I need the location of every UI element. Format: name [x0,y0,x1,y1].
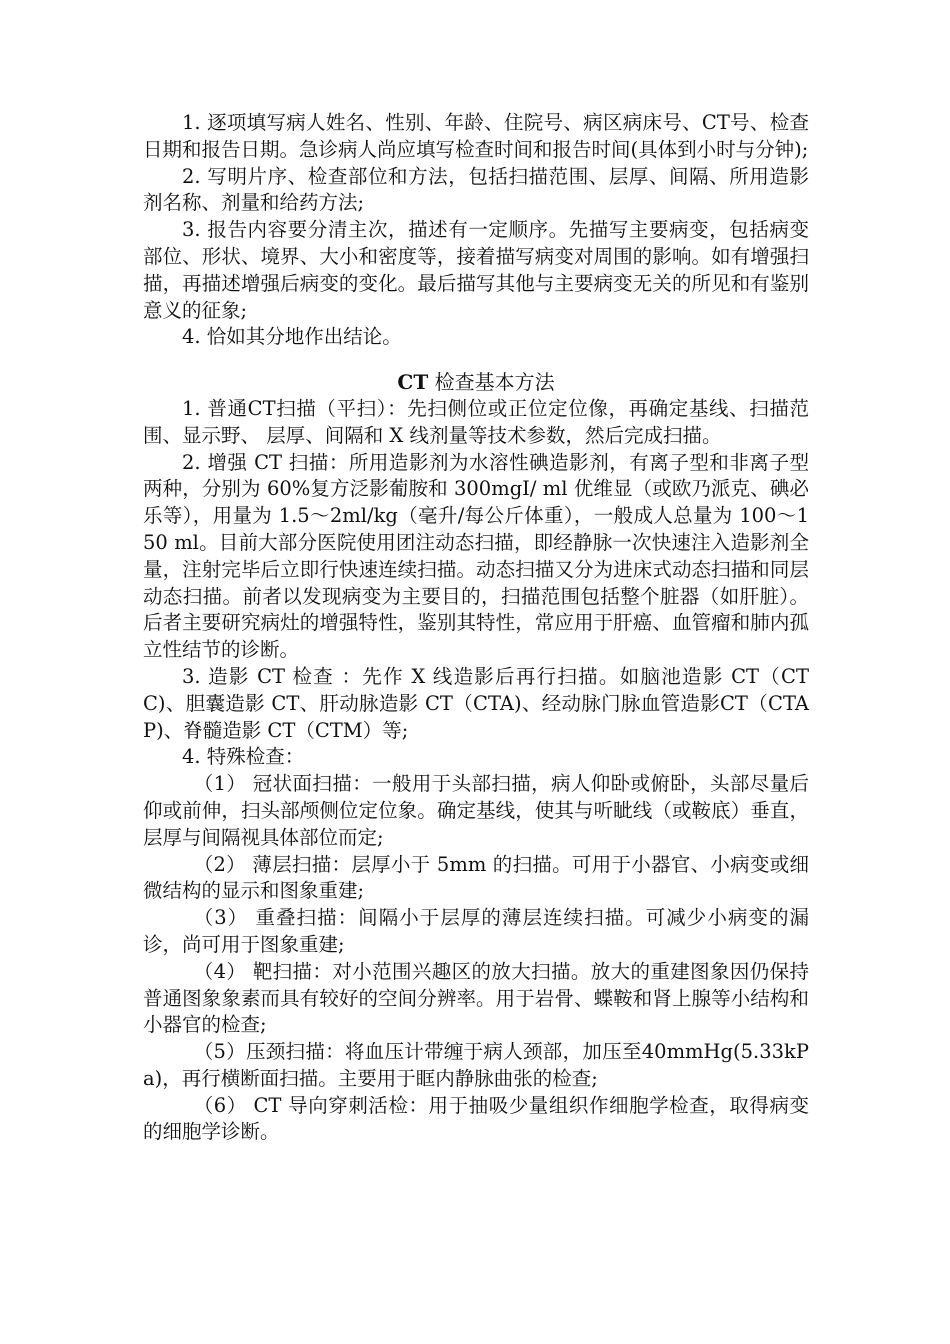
special-1-coronal: （1） 冠状面扫描：一般用于头部扫描，病人仰卧或俯卧，头部尽量后仰或前伸，扫头部颅侧位定位象。确定基线，使其与听眦线（或鞍底）垂直，层厚与间隔视具体部位而定; [143,772,809,849]
report-rule-2: 2. 写明片序、检查部位和方法，包括扫描范围、层厚、间隔、所用造影剂名称、剂量和给药方法; [143,164,809,215]
special-6-biopsy: （6） CT 导向穿刺活检：用于抽吸少量组织作细胞学检查，取得病变的细胞学诊断。 [143,1093,809,1144]
special-4-target: （4） 靶扫描：对小范围兴趣区的放大扫描。放大的重建图象因仍保持普通图象象素而具有较好的空间分辨率。用于岩骨、蝶鞍和肾上腺等小结构和小器官的检查; [143,959,809,1037]
section-heading [143,369,809,396]
heading-rest: 检查基本方法 [428,370,555,395]
document-page [143,110,809,1146]
report-rule-4: 4. 恰如其分地作出结论。 [182,325,402,349]
method-3-contrast-ct: 3. 造影 CT 检查 ：先作 X 线造影后再行扫描。如脑池造影 CT（CTC)、胆囊造影 CT、肝动脉造影 CT（CTA)、经动脉门脉血管造影CT（CTAP)、脊髓造影 CT（CTM）等; [143,664,809,742]
method-1-plain-scan: 1. 普通CT扫描（平扫）：先扫侧位或正位定位像，再确定基线、扫描范围、显示野、 层厚、间隔和 X 线剂量等技术参数，然后完成扫描。 [143,396,809,447]
method-4-special-exam: 4. 特殊检查： [182,745,305,769]
report-rule-1: 1. 逐项填写病人姓名、性别、年龄、住院号、病区病床号、CT号、检查日期和报告日期。急诊病人尚应填写检查时间和报告时间(具体到小时与分钟); [143,111,809,161]
report-rule-3: 3. 报告内容要分清主次，描述有一定顺序。先描写主要病变，包括病变部位、形状、境界、大小和密度等，接着描写病变对周围的影响。如有增强扫描，再描述增强后病变的变化。最后描写其他与主要病变无关的所见和有鉴别意义的征象; [143,218,809,322]
heading-ct: CT [397,370,429,395]
special-5-neck-compression: （5）压颈扫描：将血压计带缠于病人颈部，加压至40mmHg(5.33kPa)，再行横断面扫描。主要用于眶内静脉曲张的检查; [143,1040,809,1090]
special-3-overlap: （3） 重叠扫描：间隔小于层厚的薄层连续扫描。可减少小病变的漏诊，尚可用于图象重建; [143,906,809,956]
method-2-enhanced-scan: 2. 增强 CT 扫描：所用造影剂为水溶性碘造影剂，有离子型和非离子型两种，分别为 60%复方泛影葡胺和 300mgI/ ml 优维显（或欧乃派克、碘必乐等），用量为 1.5～2ml/kg（毫升/每公斤体重），一般成人总量为 100～150 ml。目前大部分医院使用团注动态扫描，即经静脉一次快速注入造影剂全量，注射完毕后立即行快速连续扫描。动态扫描又分为进床式动态扫描和同层动态扫描。前者以发现病变为主要目的，扫描范围包括整个脏器（如肝脏）。后者主要研究病灶的增强特性，鉴别其特性，常应用于肝癌、血管瘤和肺内孤立性结节的诊断。 [143,450,809,662]
special-2-thin-slice: （2） 薄层扫描：层厚小于 5mm 的扫描。可用于小器官、小病变或细微结构的显示和图象重建; [143,852,809,903]
